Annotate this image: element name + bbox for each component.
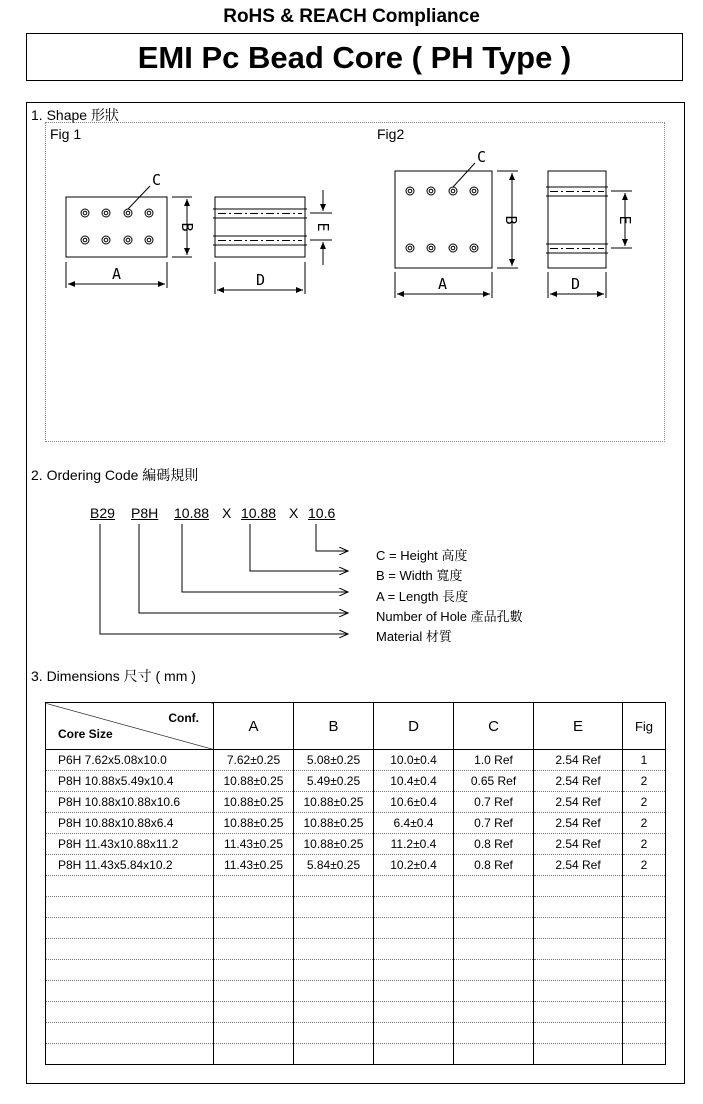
table-row <box>46 855 666 876</box>
table-row <box>46 1002 666 1023</box>
c-cell <box>454 960 534 981</box>
fig-cell: 2 <box>623 813 666 834</box>
table-row <box>46 918 666 939</box>
d-cell <box>374 960 454 981</box>
fig-cell <box>623 1002 666 1023</box>
core-size-cell <box>46 876 214 897</box>
core-size-cell <box>46 1023 214 1044</box>
fig2-label-c: C <box>477 148 487 166</box>
d-cell <box>374 939 454 960</box>
d-cell: 11.2±0.4 <box>374 834 454 855</box>
e-cell: 2.54 Ref <box>534 813 623 834</box>
fig-cell <box>623 897 666 918</box>
desc-width: B = Width 寬度 <box>376 568 463 583</box>
b-cell <box>294 981 374 1002</box>
a-cell <box>214 876 294 897</box>
d-cell <box>374 981 454 1002</box>
b-cell <box>294 876 374 897</box>
a-cell: 11.43±0.25 <box>214 834 294 855</box>
core-size-cell: P6H 7.62x5.08x10.0 <box>46 750 214 771</box>
b-cell: 5.08±0.25 <box>294 750 374 771</box>
table-row <box>46 897 666 918</box>
b-cell <box>294 960 374 981</box>
a-cell: 10.88±0.25 <box>214 813 294 834</box>
d-cell <box>374 1044 454 1065</box>
a-cell <box>214 1023 294 1044</box>
b-cell <box>294 939 374 960</box>
fig-cell <box>623 981 666 1002</box>
c-cell: 0.8 Ref <box>454 834 534 855</box>
d-cell <box>374 897 454 918</box>
fig-cell: 1 <box>623 750 666 771</box>
table-row <box>46 771 666 792</box>
fig-cell: 2 <box>623 792 666 813</box>
a-cell <box>214 897 294 918</box>
core-size-cell <box>46 897 214 918</box>
dimensions-heading: 3. Dimensions 尺寸 ( mm ) <box>31 668 196 684</box>
c-cell: 1.0 Ref <box>454 750 534 771</box>
e-cell: 2.54 Ref <box>534 834 623 855</box>
a-cell <box>214 1002 294 1023</box>
e-cell <box>534 1023 623 1044</box>
core-size-cell: P8H 10.88x10.88x6.4 <box>46 813 214 834</box>
fig1-label: Fig 1 <box>50 126 82 142</box>
b-cell <box>294 918 374 939</box>
d-cell: 6.4±0.4 <box>374 813 454 834</box>
d-cell: 10.0±0.4 <box>374 750 454 771</box>
d-cell <box>374 1002 454 1023</box>
code-part-holes: P8H <box>131 505 159 521</box>
e-cell <box>534 981 623 1002</box>
b-cell <box>294 1044 374 1065</box>
c-cell <box>454 1002 534 1023</box>
table-row <box>46 1023 666 1044</box>
b-cell <box>294 897 374 918</box>
code-part-length: 10.88 <box>174 505 210 521</box>
a-cell: 7.62±0.25 <box>214 750 294 771</box>
table-row <box>46 792 666 813</box>
core-size-cell <box>46 939 214 960</box>
d-cell <box>374 1023 454 1044</box>
d-cell <box>374 876 454 897</box>
core-size-cell <box>46 918 214 939</box>
fig-cell <box>623 918 666 939</box>
desc-holes: Number of Hole 產品孔數 <box>376 609 523 624</box>
code-separator-1: X <box>222 505 232 521</box>
core-size-cell <box>46 1002 214 1023</box>
header-conf: Conf. <box>168 711 199 725</box>
b-cell: 5.84±0.25 <box>294 855 374 876</box>
table-row <box>46 981 666 1002</box>
page-title: EMI Pc Bead Core ( PH Type ) <box>26 33 683 81</box>
fig-cell <box>623 939 666 960</box>
header-core-size: Core Size <box>58 727 113 741</box>
col-header-d: D <box>374 703 454 750</box>
fig-cell <box>623 1023 666 1044</box>
a-cell <box>214 918 294 939</box>
fig2-label: Fig2 <box>377 126 405 142</box>
dimensions-table <box>45 702 666 1065</box>
e-cell <box>534 876 623 897</box>
core-size-cell: P8H 11.43x5.84x10.2 <box>46 855 214 876</box>
e-cell <box>534 918 623 939</box>
b-cell: 10.88±0.25 <box>294 813 374 834</box>
fig-cell: 2 <box>623 855 666 876</box>
table-row <box>46 834 666 855</box>
e-cell <box>534 960 623 981</box>
c-cell: 0.8 Ref <box>454 855 534 876</box>
a-cell: 10.88±0.25 <box>214 771 294 792</box>
fig1-label-d: D <box>256 271 266 289</box>
b-cell: 5.49±0.25 <box>294 771 374 792</box>
a-cell: 10.88±0.25 <box>214 792 294 813</box>
desc-height: C = Height 高度 <box>376 548 468 563</box>
d-cell: 10.6±0.4 <box>374 792 454 813</box>
fig1-label-b: B <box>178 222 196 232</box>
fig2-label-e: E <box>616 215 634 225</box>
e-cell: 2.54 Ref <box>534 855 623 876</box>
d-cell <box>374 918 454 939</box>
code-part-material: B29 <box>90 505 115 521</box>
c-cell <box>454 918 534 939</box>
e-cell <box>534 1002 623 1023</box>
b-cell <box>294 1002 374 1023</box>
c-cell <box>454 897 534 918</box>
fig-cell: 2 <box>623 771 666 792</box>
header-corner-cell <box>46 703 214 750</box>
e-cell <box>534 897 623 918</box>
compliance-heading: RoHS & REACH Compliance <box>223 6 480 27</box>
c-cell: 0.7 Ref <box>454 792 534 813</box>
e-cell: 2.54 Ref <box>534 771 623 792</box>
ordering-heading: 2. Ordering Code 編碼規則 <box>31 467 199 483</box>
b-cell: 10.88±0.25 <box>294 792 374 813</box>
e-cell <box>534 939 623 960</box>
table-row <box>46 750 666 771</box>
core-size-cell <box>46 1044 214 1065</box>
table-row <box>46 939 666 960</box>
e-cell: 2.54 Ref <box>534 750 623 771</box>
c-cell <box>454 981 534 1002</box>
col-header-e: E <box>534 703 623 750</box>
table-row <box>46 1044 666 1065</box>
fig1-label-a: A <box>112 265 122 283</box>
c-cell <box>454 939 534 960</box>
fig-cell: 2 <box>623 834 666 855</box>
b-cell: 10.88±0.25 <box>294 834 374 855</box>
core-size-cell: P8H 10.88x5.49x10.4 <box>46 771 214 792</box>
a-cell: 11.43±0.25 <box>214 855 294 876</box>
table-row <box>46 876 666 897</box>
core-size-cell <box>46 981 214 1002</box>
table-row <box>46 813 666 834</box>
b-cell <box>294 1023 374 1044</box>
e-cell: 2.54 Ref <box>534 792 623 813</box>
col-header-a: A <box>214 703 294 750</box>
c-cell <box>454 876 534 897</box>
fig2-label-b: B <box>502 215 520 225</box>
fig-cell <box>623 876 666 897</box>
a-cell <box>214 939 294 960</box>
table-row <box>46 960 666 981</box>
d-cell: 10.2±0.4 <box>374 855 454 876</box>
c-cell <box>454 1044 534 1065</box>
shape-heading: 1. Shape 形狀 <box>31 107 119 123</box>
a-cell <box>214 981 294 1002</box>
e-cell <box>534 1044 623 1065</box>
fig2-label-a: A <box>438 275 448 293</box>
core-size-cell: P8H 10.88x10.88x10.6 <box>46 792 214 813</box>
core-size-cell: P8H 11.43x10.88x11.2 <box>46 834 214 855</box>
fig-cell <box>623 1044 666 1065</box>
desc-material: Material 材質 <box>376 629 452 644</box>
fig1-label-e: E <box>314 222 332 232</box>
a-cell <box>214 1044 294 1065</box>
c-cell <box>454 1023 534 1044</box>
c-cell: 0.7 Ref <box>454 813 534 834</box>
desc-length: A = Length 長度 <box>376 589 469 604</box>
col-header-b: B <box>294 703 374 750</box>
fig1-label-c: C <box>152 171 162 189</box>
col-header-fig: Fig <box>623 703 666 750</box>
code-part-height: 10.6 <box>308 505 336 521</box>
code-part-width: 10.88 <box>241 505 277 521</box>
a-cell <box>214 960 294 981</box>
d-cell: 10.4±0.4 <box>374 771 454 792</box>
fig2-label-d: D <box>571 275 581 293</box>
c-cell: 0.65 Ref <box>454 771 534 792</box>
fig-cell <box>623 960 666 981</box>
code-separator-2: X <box>289 505 299 521</box>
col-header-c: C <box>454 703 534 750</box>
table-header-row <box>46 703 666 750</box>
core-size-cell <box>46 960 214 981</box>
